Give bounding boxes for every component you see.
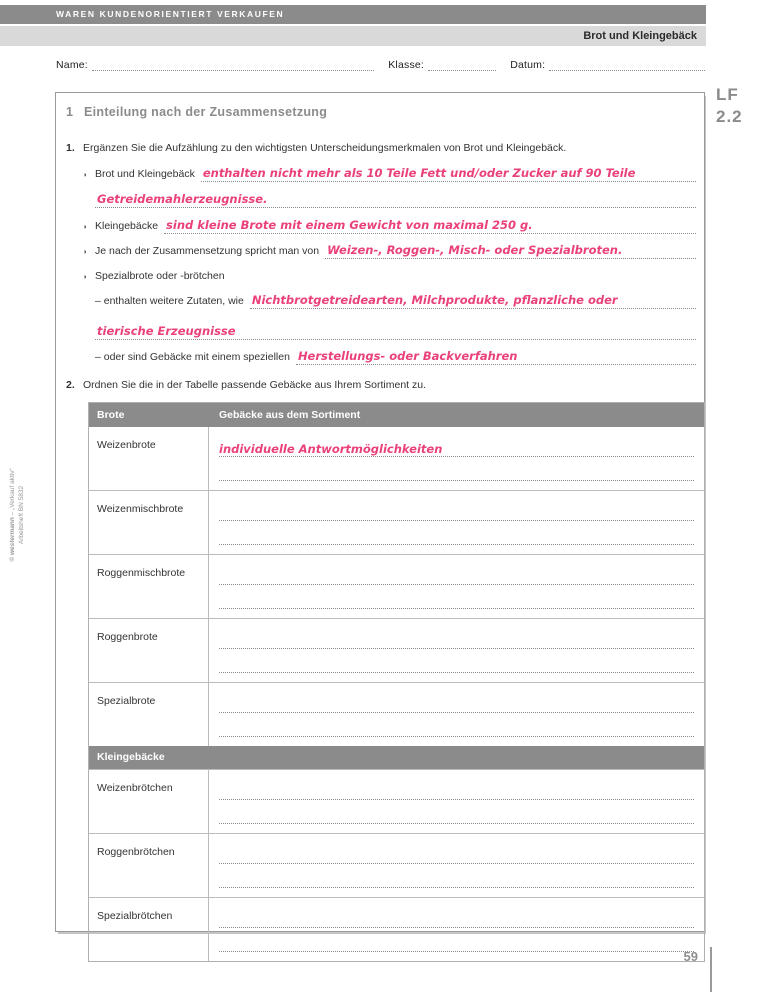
row-answer-cell — [209, 770, 704, 833]
answer-line[interactable] — [219, 712, 694, 713]
section-number: 1 — [66, 105, 74, 119]
bullet-text: Brot und Kleingebäck — [95, 168, 195, 180]
row-answer-cell — [209, 491, 704, 554]
bullet-text: Je nach der Zusammensetzung spricht man von — [95, 245, 320, 257]
row-label: Roggenmischbrote — [89, 555, 209, 618]
answer-line[interactable] — [219, 584, 694, 585]
table-row — [89, 682, 704, 746]
answer-line[interactable] — [219, 648, 694, 649]
answer-line[interactable] — [219, 456, 694, 457]
bullet-text: Kleingebäcke — [95, 220, 159, 232]
answer-text: individuelle Antwortmöglichkeiten — [219, 442, 443, 456]
lf-line2: 2.2 — [716, 107, 743, 126]
row-label: Weizenbrötchen — [89, 770, 209, 833]
credit-line1 — [8, 468, 17, 561]
sortiment-table — [88, 402, 705, 962]
task-2 — [66, 378, 696, 393]
column-header-gebaecke: Gebäcke aus dem Sortiment — [219, 409, 361, 421]
row-answer-cell — [209, 619, 704, 682]
table-row — [89, 490, 704, 554]
page-number: 59 — [683, 949, 698, 964]
datum-label: Datum: — [510, 59, 546, 71]
series-name: – „Verkauf aktiv“ — [9, 468, 16, 518]
row-answer-cell — [209, 555, 704, 618]
row-answer-cell — [209, 427, 704, 490]
name-label: Name: — [56, 59, 88, 71]
klasse-field[interactable] — [428, 58, 496, 71]
table-row — [89, 427, 704, 490]
answer-line[interactable] — [219, 887, 694, 888]
answer-line[interactable]: Nichtbrotgetreidearten, Milchprodukte, pflanzliche oder — [250, 293, 696, 309]
row-label: Roggenbrote — [89, 619, 209, 682]
sub-item-text: – enthalten weitere Zutaten, wie — [95, 295, 244, 307]
bullet-icon: ◗ — [83, 247, 88, 256]
bullet-item — [83, 218, 696, 234]
task-2-number: 2. — [66, 379, 75, 391]
column-header-brote: Brote — [97, 409, 125, 421]
table-row — [89, 833, 704, 897]
task-1 — [66, 141, 696, 365]
bullet-icon: ◗ — [83, 272, 88, 281]
row-label: Weizenmischbrote — [89, 491, 209, 554]
table-subheader-kleingebaecke: Kleingebäcke — [89, 746, 704, 769]
task-1-instruction: Ergänzen Sie die Aufzählung zu den wichtigsten Unterscheidungsmerkmalen von Brot und Kleingebäck. — [83, 142, 567, 154]
credit-line2: Arbeitsheft BN 5832 — [18, 485, 25, 545]
task-1-number: 1. — [66, 142, 75, 154]
answer-line[interactable]: Weizen-, Roggen-, Misch- oder Spezialbroten. — [325, 243, 696, 259]
answer-line[interactable] — [219, 951, 694, 952]
table-row — [89, 769, 704, 833]
datum-field[interactable] — [549, 58, 705, 71]
answer-line[interactable]: tierische Erzeugnisse — [95, 324, 696, 340]
sub-item — [95, 293, 696, 309]
answer-line[interactable]: enthalten nicht mehr als 10 Teile Fett und/oder Zucker auf 90 Teile — [201, 166, 696, 182]
bullet-text: Spezialbrote oder -brötchen — [95, 270, 225, 282]
copyright-sidebar — [8, 468, 26, 561]
bullet-item — [83, 166, 696, 182]
row-label: Roggenbrötchen — [89, 834, 209, 897]
bullet-icon: ◗ — [83, 222, 88, 231]
table-row — [89, 897, 704, 961]
answer-line[interactable] — [219, 863, 694, 864]
answer-continuation — [95, 324, 696, 340]
task-2-instruction: Ordnen Sie die in der Tabelle passende Gebäcke aus Ihrem Sortiment zu. — [83, 379, 427, 391]
name-field[interactable] — [92, 58, 374, 71]
table-row — [89, 554, 704, 618]
sub-item-text: – oder sind Gebäcke mit einem speziellen — [95, 351, 290, 363]
sub-item — [95, 349, 696, 365]
klasse-label: Klasse: — [388, 59, 425, 71]
bullet-icon: ◗ — [83, 170, 88, 179]
answer-line[interactable] — [219, 480, 694, 481]
bullet-item — [83, 269, 696, 284]
learning-field-badge — [716, 84, 743, 128]
footer-rule — [710, 947, 712, 992]
row-answer-cell — [209, 834, 704, 897]
answer-continuation — [95, 192, 696, 208]
answer-line[interactable]: Getreidemahlerzeugnisse. — [95, 192, 696, 208]
answer-line[interactable] — [219, 736, 694, 737]
answer-line[interactable] — [219, 608, 694, 609]
bullet-item — [83, 243, 696, 259]
section-heading — [66, 105, 696, 119]
worksheet-content-box — [55, 92, 705, 932]
section-title: Einteilung nach der Zusammensetzung — [84, 105, 328, 119]
row-label: Spezialbrötchen — [89, 898, 209, 961]
answer-line[interactable] — [219, 823, 694, 824]
table-header-row — [89, 403, 704, 427]
topic-header-bar: Brot und Kleingebäck — [0, 26, 706, 46]
table-row — [89, 618, 704, 682]
student-info-row — [56, 58, 705, 71]
row-answer-cell — [209, 683, 704, 746]
row-label: Weizenbrote — [89, 427, 209, 490]
answer-line[interactable] — [219, 927, 694, 928]
lf-line1: LF — [716, 85, 739, 104]
chapter-header-bar: WAREN KUNDENORIENTIERT VERKAUFEN — [0, 5, 706, 24]
answer-line[interactable] — [219, 672, 694, 673]
answer-line[interactable]: Herstellungs- oder Backverfahren — [296, 349, 696, 365]
publisher-name: © westermann — [9, 517, 16, 562]
row-answer-cell — [209, 898, 704, 961]
answer-line[interactable] — [219, 799, 694, 800]
answer-line[interactable] — [219, 520, 694, 521]
row-label: Spezialbrote — [89, 683, 209, 746]
answer-line[interactable]: sind kleine Brote mit einem Gewicht von maximal 250 g. — [164, 218, 696, 234]
answer-line[interactable] — [219, 544, 694, 545]
